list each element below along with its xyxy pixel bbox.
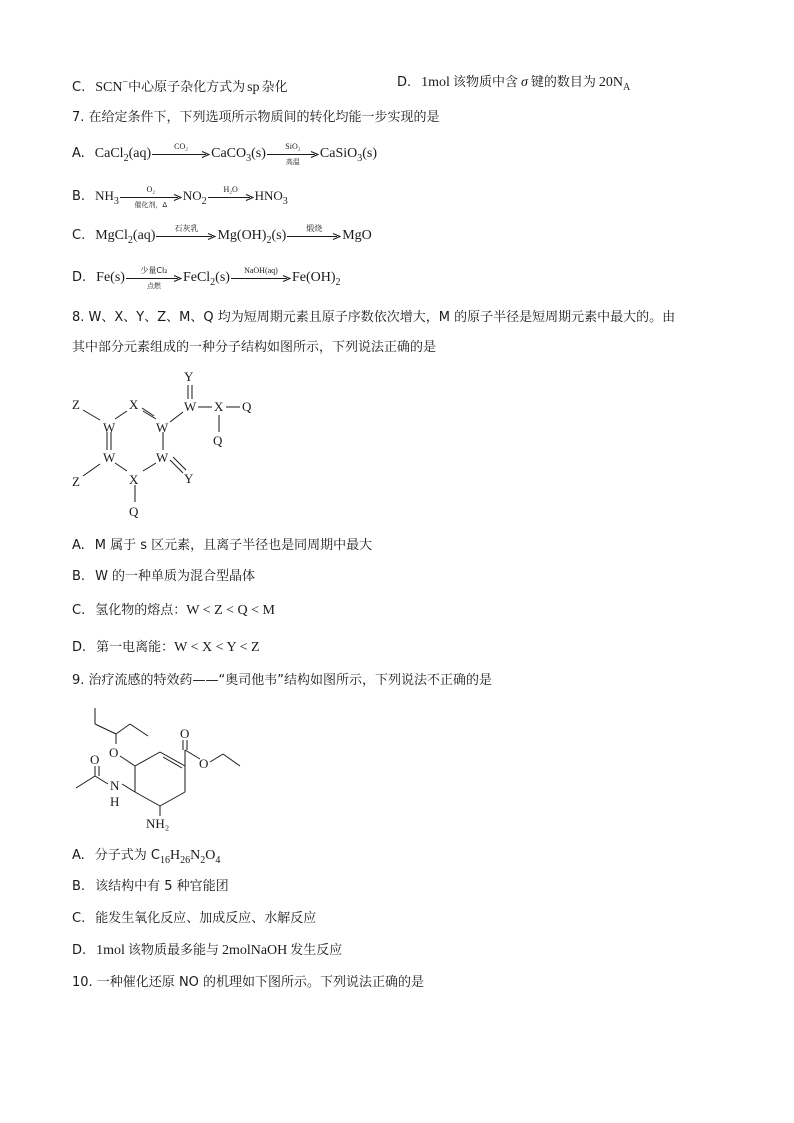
svg-text:Q: Q xyxy=(242,399,252,414)
q9-stem: 9. 治疗流感的特效药——“奥司他韦”结构如图所示，下列说法不正确的是 xyxy=(72,673,493,688)
reaction-arrow: 煅烧 xyxy=(287,224,341,248)
q8-option-c: C. 氢化物的熔点：W < Z < Q < M xyxy=(72,603,275,618)
q6-option-d: D. 1mol 该物质中含 σ 键的数目为 $20N_A$ xyxy=(397,75,631,93)
reaction-arrow: CO₂ xyxy=(152,142,210,166)
svg-text:H: H xyxy=(110,794,120,809)
svg-text:W: W xyxy=(184,399,197,414)
reaction-arrow: 石灰乳 xyxy=(156,224,216,248)
reaction-arrow: O₂ 催化剂，Δ xyxy=(120,185,182,209)
svg-text:O: O xyxy=(109,745,119,760)
q7-option-b: B. $NH_3$ O₂ 催化剂，Δ $NO_2$ H₂O $HNO_3$ xyxy=(72,185,288,209)
svg-text:W: W xyxy=(156,450,169,465)
svg-text:W: W xyxy=(103,450,116,465)
reaction-arrow: NaOH(aq) xyxy=(231,266,291,290)
q8-option-d: D. 第一电离能：W < X < Y < Z xyxy=(72,640,260,655)
q9-option-b: B. 该结构中有 5 种官能团 xyxy=(72,879,229,894)
q8-option-b: B. W 的一种单质为混合型晶体 xyxy=(72,569,256,584)
q8-option-a: A. M 属于 s 区元素，且离子半径也是同周期中最大 xyxy=(72,538,373,553)
q7-option-d: D. Fe(s) 少量Cl₂ 点燃 FeCl$_2$(s) NaOH(aq) $Fe(OH)_2$ xyxy=(72,266,341,290)
q7-option-c: C. MgCl$_2$(aq) 石灰乳 $Mg(OH)_2(s)$ 煅烧 MgO xyxy=(72,224,372,247)
svg-text:Y: Y xyxy=(184,369,194,384)
q6-option-c: C. SCN−中心原子杂化方式为 sp 杂化 xyxy=(72,73,288,98)
svg-text:Y: Y xyxy=(184,471,194,486)
svg-text:Q: Q xyxy=(129,504,139,519)
q8-stem-line2: 其中部分元素组成的一种分子结构如图所示，下列说法正确的是 xyxy=(72,340,437,355)
svg-text:W: W xyxy=(103,420,116,435)
svg-text:Q: Q xyxy=(213,433,223,448)
svg-text:Z: Z xyxy=(72,397,80,412)
reaction-arrow: SiO₂ 高温 xyxy=(267,142,319,166)
q8-molecule-structure xyxy=(60,362,280,527)
option-label: C. xyxy=(72,80,86,95)
svg-text:X: X xyxy=(129,472,139,487)
svg-text:X: X xyxy=(214,399,224,414)
svg-text:NH₂: NH₂ xyxy=(146,816,170,831)
q7-stem: 7. 在给定条件下，下列选项所示物质间的转化均能一步实现的是 xyxy=(72,110,440,125)
reaction-arrow: 少量Cl₂ 点燃 xyxy=(126,266,182,290)
q10-stem: 10. 一种催化还原 NO 的机理如下图所示。下列说法正确的是 xyxy=(72,975,425,990)
reaction-arrow: H₂O xyxy=(208,185,254,209)
q9-oseltamivir-structure xyxy=(68,700,258,840)
q9-option-d: D. 1mol 该物质最多能与 2molNaOH 发生反应 xyxy=(72,943,343,958)
svg-text:X: X xyxy=(129,397,139,412)
svg-text:Z: Z xyxy=(72,474,80,489)
q9-option-c: C. 能发生氧化反应、加成反应、水解反应 xyxy=(72,911,317,926)
svg-text:O: O xyxy=(180,726,190,741)
q7-option-a: A. CaCl$_2$(aq) CO₂ CaCO$_3$(s) SiO₂ 高温 CaSiO$_3$(s) xyxy=(72,142,378,166)
svg-text:N: N xyxy=(110,778,120,793)
svg-text:O: O xyxy=(199,756,209,771)
q9-option-a: A. 分子式为 $C_{16}H_{26}N_2O_4$ xyxy=(72,848,221,866)
q8-stem-line1: 8. W、X、Y、Z、M、Q 均为短周期元素且原子序数依次增大，M 的原子半径是短周期元素中最大的。由 xyxy=(72,310,676,325)
svg-text:W: W xyxy=(156,420,169,435)
option-label: D. xyxy=(397,75,412,90)
svg-text:O: O xyxy=(90,752,100,767)
